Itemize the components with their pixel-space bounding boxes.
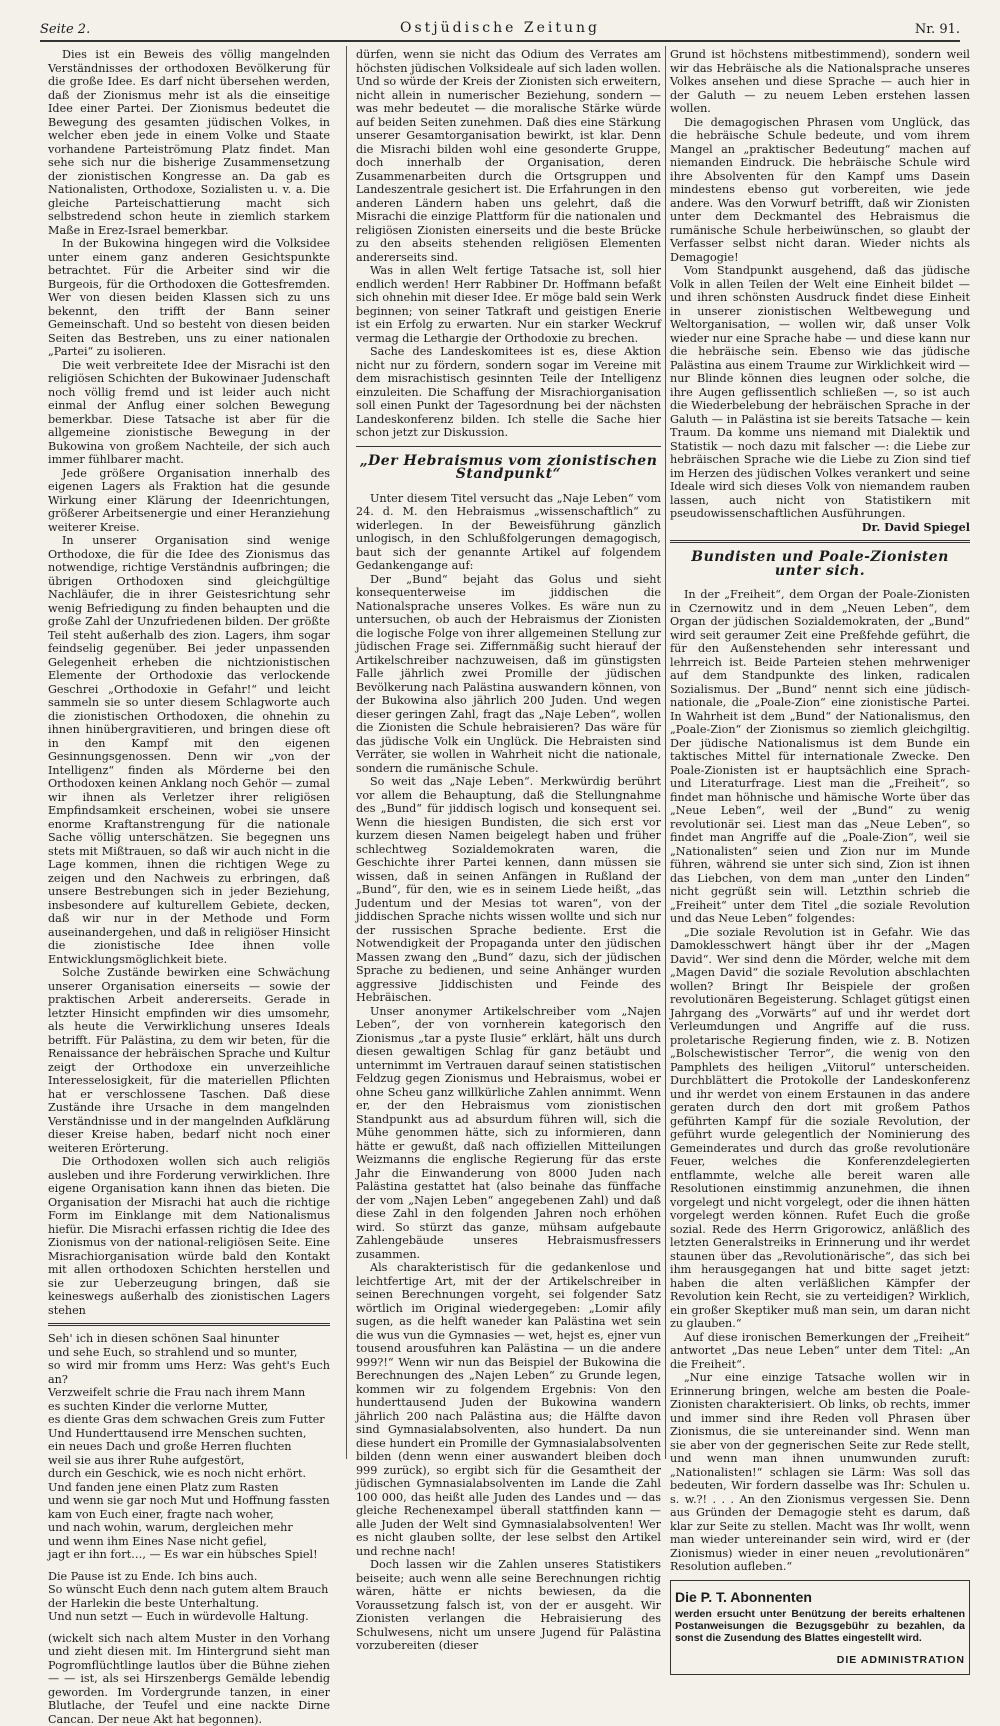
poem-line: es suchten Kinder die verlorne Mutter, [48, 1400, 330, 1414]
poem-line: Und Hunderttausend irre Menschen suchten, [48, 1427, 330, 1441]
page-header [40, 20, 960, 40]
column-divider [346, 46, 347, 1459]
stage-note: (wickelt sich nach altem Muster in den Vorhang und zieht diesen mit. Im Hintergrund sieht man Pogromflüchtlinge lautlos über die Bühne ziehen — — ist, als sei Hirszenbergs Gemälde lebendig geworden. Im Vordergrunde tanzen, in einer Blutlache, der Teufel und eine nackte Dirne Cancan. Der neue Akt hat begonnen). [48, 1632, 330, 1726]
poem-line [48, 1562, 330, 1570]
paragraph: „Die soziale Revolution ist in Gefahr. Wie das Damoklesschwert hängt über ihr der „Magen David“. Wer sind denn die Mörder, welche mit dem „Magen David“ die soziale Revolution abschlachten wollen? Bringt Ihr Beispiele der großen revolutionären Begeisterung. Schlaget gütigst einen Jahrgang des „Vorwärts“ auf und ihr werdet dort Verleumdungen und Angriffe auf die russ. proletarische Regierung finden, wie z. B. Notizen „Bolschewistischer Terror“, die wenig von den Pamphlets des heiligen „Viitorul“ unterscheiden. Durchblättert die Protokolle der Landeskonferenz und ihr werdet von einem Erstaunen in das andere geraten durch den dort mit großem Pathos geführten Kampf für die soziale Revolution, der geführt wurde gelegentlich der Nominierung des Gemeinderates und durch das große revolutionäre Feuer, welches die Konferenzdelegierten entflammte, welche alle bereit waren alle Resolutionen einstimmig anzunehmen, die ihnen vorgelegt und nicht vorgelegt, oder die ihnen hätten vorgelegt werden können. Rufet Euch die große sozial. Rede des Herrn Grigorowicz, anläßlich des letzten Generalstreiks in Erinnerung und ihr werdet staunen über das „Revolutionärische“, das sich bei ihm herausgegangen hat und bitte saget jetzt: haben die alten verläßlichen Kämpfer der Revolution kein Recht, sie zu verteidigen? Wirklich, ein großer Skeptiker muß man sein, um daran nicht zu glauben.“ [670, 926, 970, 1331]
column-divider [665, 46, 666, 1459]
paragraph: Die Orthodoxen wollen sich auch religiös ausleben und ihre Forderung verwirklichen. Ihre eigene Organisation kann ihnen das bieten. Die Organisation der Misrachi hat auch die richtige Form im Einklange mit dem Nationalismus hiefür. Die Misrachi erfassen richtig die Idee des Zionismus von der national-religiösen Seite. Eine Misrachiorganisation würde bald den Kontakt mit allen orthodoxen Schichten herstellen und sie zur Ueberzeugung bringen, daß sie keineswegs außerhalb des zionistischen Lagers stehen [48, 1155, 330, 1317]
poem-line: der Harlekin die beste Unterhaltung. [48, 1597, 330, 1611]
paragraph: Auf diese ironischen Bemerkungen der „Freiheit“ antwortet „Das neue Leben“ unter dem Titel: „An die Freiheit“. [670, 1331, 970, 1372]
poem-line: So wünscht Euch denn nach gutem altem Brauch [48, 1583, 330, 1597]
notice-body: werden ersucht unter Benützung der bereits erhaltenen Postanweisungen die Bezugsgebühr zu bezahlen, da sonst die Zusendung des Blattes eingestellt wird. [675, 1608, 965, 1644]
poem-line: und wenn ihm Eines Nase nicht gefiel, [48, 1535, 330, 1549]
article-heading: Bundisten und Poale-Zionisten unter sich. [670, 551, 970, 578]
poem-line: so wird mir fromm ums Herz: Was geht's Euch an? [48, 1359, 330, 1386]
poem-line: und nach wohin, warum, dergleichen mehr [48, 1521, 330, 1535]
paragraph: In unserer Organisation sind wenige Orthodoxe, die für die Idee des Zionismus das notwendige, richtige Verständnis aufbringen; die übrigen Orthodoxen sind gleichgültige Nachläufer, die in ihrer Geistesrichtung sehr wenig Befriedigung zu finden behaupten und die große Zahl der Unzufriedenen bilden. Der größte Teil steht außerhalb des zion. Lagers, ihm sogar feindselig gegenüber. Bei jeder unpassenden Gelegenheit erheben die nichtzionistischen Elemente der Orthodoxie das verlockende Geschrei „Orthodoxie in Gefahr!“ und leicht sammeln sie so unter diesem Schlagworte auch die zionistischen Orthodoxen, die ohnehin zu ihnen hinübergravitieren, und bringen diese oft in den Kampf mit den eigenen Gesinnungsgenossen. Denn wir „von der Intelligenz“ finden als Mörderne bei den Orthodoxen keinen Anklang noch Gehör — zumal wir ihnen als Verletzer ihrer religiösen Empfindsamkeit erscheinen, wobei sie unsere enorme Kraftanstrengung für die nationale Sache völlig unterschätzen. Sie begegnen uns stets mit Mißtrauen, so daß wir auch nicht in die Lage kommen, ihnen die richtigen Wege zu zeigen und den Nachweis zu erbringen, daß unsere Bestrebungen sich in jeder Beziehung, insbesondere auf kulturellem Gebiete, decken, daß wir nur in der Methode und Form auseinandergehen, und daß in religiöser Hinsicht die zionistische Idee ihnen volle Entwicklungsmöglichkeit biete. [48, 534, 330, 966]
poem-line: jagt er ihn fort…, — Es war ein hübsches Spiel! [48, 1548, 330, 1562]
paragraph: Grund ist höchstens mitbestimmend), sondern weil wir das Hebräische als die Nationalsprache unseres Volkes ansehen und diese Sprache — auch hier in der Galuth — zu neuem Leben erstehen lassen wollen. [670, 48, 970, 116]
poem-line: und sehe Euch, so strahlend und so munter, [48, 1346, 330, 1360]
paragraph: In der Bukowina hingegen wird die Volksidee unter einem ganz anderen Gesichtspunkte betrachtet. Für die Arbeiter sind wir die Burgeois, für die Orthodoxen die Gottesfremden. Wer von diesen beiden Klassen sich zu uns bekennt, den trifft der Bann seiner Gemeinschaft. Und so besteht von diesen beiden Seiten das Bestreben, uns zu einer nationalen „Partei“ zu isolieren. [48, 237, 330, 359]
paragraph: Doch lassen wir die Zahlen unseres Statistikers beiseite; auch wenn alle seine Berechnungen richtig wären, hätte er nichts bewiesen, da die Voraussetzung falsch ist, von der er ausgeht. Wir Zionisten verlangen die Hebraisierung des Schulwesens, nicht um unsere Jugend für Palästina vorzubereiten (dieser [356, 1558, 661, 1653]
section-rule [48, 1323, 330, 1326]
poem-line: weil sie aus ihrer Ruhe aufgestört, [48, 1454, 330, 1468]
paragraph: Jede größere Organisation innerhalb des eigenen Lagers als Fraktion hat die gesunde Wirkung einer Klärung der Ideenrichtungen, größerer Arbeitsenergie und einer Heranziehung weiterer Kreise. [48, 467, 330, 535]
header-rule [40, 40, 960, 42]
paragraph: Sache des Landeskomitees ist es, diese Aktion nicht nur zu fördern, sondern sogar im Vereine mit dem misrachistisch gesinnten Teile der Intelligenz einzuleiten. Die Schaffung der Misrachiorganisation soll einen Punkt der Tagesordnung bei der nächsten Landeskonferenz bilden. Ich stelle die Sache hier schon jetzt zur Diskussion. [356, 345, 661, 440]
paragraph: Was in allen Welt fertige Tatsache ist, soll hier endlich werden! Herr Rabbiner Dr. Hoffmann befaßt sich ohnehin mit dieser Idee. Er möge bald sein Werk beginnen; von seiner Tatkraft und geistigen Enerie ist ein Erfolg zu erwarten. Nur ein starker Weckruf vermag die Lethargie der Orthodoxie zu brechen. [356, 264, 661, 345]
poem-line: Und nun setzt — Euch in würdevolle Haltung. [48, 1610, 330, 1624]
notice-title: Die P. T. Abonnenten [675, 1591, 965, 1605]
poem-line: Seh' ich in diesen schönen Saal hinunter [48, 1332, 330, 1346]
paragraph: Unter diesem Titel versucht das „Naje Leben“ vom 24. d. M. den Hebraismus „wissenschaftlich“ zu widerlegen. In der Beweisführung gänzlich unlogisch, in den Schlußfolgerungen demagogisch, baut sich der genannte Artikel auf folgendem Gedankengange auf: [356, 492, 661, 573]
poem-line: ein neues Dach und große Herren fluchten [48, 1440, 330, 1454]
paragraph: So weit das „Naje Leben“. Merkwürdig berührt vor allem die Behauptung, daß die Stellungnahme des „Bund“ für jiddisch logisch und konsequent sei. Wenn die hiesigen Bundisten, die sich erst vor kurzem diesen Namen beigelegt haben und früher schlechtweg Sozialdemokraten waren, die Geschichte ihrer Partei kennen, dann müssen sie wissen, daß in seinen Anfängen in Rußland der „Bund“, für den, wie es in seinem Liede heißt, „das Judentum und der Mesias tot waren“, von der jiddischen Sprache nichts wissen wollte und sich nur der russischen Sprache bediente. Erst die Notwendigkeit der Propaganda unter den jüdischen Massen zwang den „Bund“ dazu, sich der jüdischen Sprache zu bedienen, und seine Anhänger wurden aggressive Jiddischisten und Feinde des Hebräischen. [356, 775, 661, 1005]
paragraph: „Nur eine einzige Tatsache wollen wir in Erinnerung bringen, welche am besten die Poale-Zionisten charakterisiert. Ob links, ob rechts, immer und immer sind ihre Reden voll Phrasen über Zionismus, die sie untereinander sind. Wenn man sie aber von der gegnerischen Seite zur Rede stellt, und wenn man ihnen unumwunden zuruft: „Nationalisten!“ schlagen sie Lärm: Was soll das bedeuten, Wir fordern dasselbe was Ihr: Schulen u. s. w.?! . . . An den Zionismus vergessen Sie. Denn aus Gründen der Demagogie steht es darum, daß klar zur Seite zu stellen. Macht was Ihr wollt, wenn man wieder untereinander sein wird, wird er (der Zionismus) wieder in einer neuen „revolutionären“ Resolution aufleben.“ [670, 1371, 970, 1574]
column-1 [48, 48, 330, 1462]
article-heading: „Der Hebraismus vom zionistischen Standpunkt“ [356, 455, 661, 482]
paragraph: Als charakteristisch für die gedankenlose und leichtfertige Art, mit der der Artikelschreiber in seinen Berechnungen vorgeht, sei folgender Satz wörtlich im Original wiedergegeben: „Lomir afily sugen, as die helft waneder kan Palästina wet sein die wus vun die Gymnasies — wet, hejst es, ejner vun tousend arousfuhren kan Palästina — un die andere 999?!“ Wenn wir nun das Beispiel der Bukowina die Berechnungen des „Najen Leben“ zu Grunde legen, kommen wir zu folgendem Ergebnis: Von den hunderttausend Juden der Bukowina wandern jährlich 200 nach Palästina aus; die Hälfte davon sind Gymnasialabsolventen, also hundert. Da nun diese hundert ein Promille der Gymnasialabsolventen bilden (denn wenn einer auswandert bleiben doch 999 zurück), so ergibt sich für die Gesamtheit der jüdischen Gymnasialabsolventen im Lande die Zahl 100 000, das heißt alle Juden des Landes und — das gleiche Rechenexampel überall stattfinden kann — alle Juden der Welt sind Gymnasialabsolventen! Wer es nicht glauben sollte, der lese selbst den Artikel und rechne nach! [356, 1261, 661, 1558]
issue-number: Nr. 91. [915, 22, 960, 37]
newspaper-title: Ostjüdische Zeitung [40, 20, 960, 36]
paragraph: Die demagogischen Phrasen vom Unglück, das die hebräische Schule bedeute, und vom ihrem Mangel an „praktischer Bedeutung“ machen auf niemanden Eindruck. Die hebräische Schule wird ihre Absolventen für den Kampf ums Dasein mindestens ebenso gut vorbereiten, wie jede andere. Was den Vorwurf betrifft, daß wir Zionisten unter dem Deckmantel des Hebraismus die rumänische Schule herbeiwünschen, so glaubt der Verfasser selbst nicht daran. Wieder nichts als Demagogie! [670, 116, 970, 265]
section-rule [670, 540, 970, 543]
paragraph: dürfen, wenn sie nicht das Odium des Verrates am höchsten jüdischen Volksideale auf sich laden wollen. Und so würde der Kreis der Zionisten sich erweitern, nicht allein in numerischer Beziehung, sondern — was mehr bedeutet — die moralische Stärke würde auf beiden Seiten zunehmen. Daß dies eine Stärkung unserer Gesamtorganisation bewirkt, ist klar. Denn die Misrachi bilden wohl eine gesonderte Gruppe, doch innerhalb der Organisation, deren Zusammenarbeiten durch die Ortsgruppen und Landeszentrale gesichert ist. Die Erfahrungen in den anderen Ländern haben uns gelehrt, daß die Misrachi die einzige Plattform für die nationalen und religiösen Zionisten einerseits und die beste Brücke zu den abseits stehenden religiösen Elementen andererseits sind. [356, 48, 661, 264]
poem [48, 1332, 330, 1624]
notice-signature: DIE ADMINISTRATION [675, 1654, 965, 1668]
poem-line: Und fanden jene einen Platz zum Rasten [48, 1481, 330, 1495]
paragraph: Dies ist ein Beweis des völlig mangelnden Verständnisses der orthodoxen Bevölkerung für die große Idee. Es darf nicht übersehen werden, daß der Zionismus mehr ist als die einseitige Idee einer Partei. Der Zionismus bedeutet die Bewegung des gesamten jüdischen Volkes, in welcher eben jede in einem Volke und Staate vorhandene Parteiströmung Platz findet. Man sehe sich nur die bisherige Zusammensetzung der zionistischen Kongresse an. Da gab es Nationalisten, Orthodoxe, Sozialisten u. v. a. Die gleiche Parteischattierung macht sich selbstredend schon heute in ziemlich starkem Maße in Erez-Israel bemerkbar. [48, 48, 330, 237]
paragraph: Solche Zustände bewirken eine Schwächung unserer Organisation einerseits — sowie der praktischen Arbeit andererseits. Gerade in letzter Hinsicht empfinden wir dies umsomehr, als heute die Verwirklichung unseres Ideals betrifft. Für Palästina, zu dem wir beten, für die Renaissance der hebräischen Sprache und Kultur zeigt der Orthodoxe ein unverzeihliche Interesselosigkeit, für die materiellen Pflichten hat er verschlossene Taschen. Daß diese Zustände ihre Ursache in dem mangelnden Verständnisse und in der mangelnden Aufklärung dieser Kreise haben, bedarf nicht noch einer weiteren Erörterung. [48, 966, 330, 1155]
subscriber-notice [670, 1580, 970, 1675]
poem-line: durch ein Geschick, wie es noch nicht erhört. [48, 1467, 330, 1481]
section-rule [356, 446, 661, 447]
poem-line: und wenn sie gar noch Mut und Hoffnung fassten [48, 1494, 330, 1508]
paragraph: In der „Freiheit“, dem Organ der Poale-Zionisten in Czernowitz und in dem „Neuen Leben“, dem Organ der jüdischen Sozialdemokraten, der „Bund“ wird seit geraumer Zeit eine Preßfehde geführt, die für den Außenstehenden sehr interessant und lehrreich ist. Beide Parteien stehen mehrweniger auf dem Standpunkte des linken, radicalen Sozialismus. Der „Bund“ nennt sich eine jüdisch-nationale, die „Poale-Zion“ eine zionistische Partei. In Wahrheit ist dem „Bund“ der Nationalismus, den „Poale-Zion“ der Zionismus so ziemlich gleichgiltig. Der jüdische Nationalismus ist dem Bunde ein taktisches Mittel für internationale Zwecke. Den Poale-Zionisten ist er hauptsächlich eine Sprach- und Literaturfrage. Liest man die „Freiheit“, so findet man höhnische und hämische Worte über das „Neue Leben“, weil der „Bund“ zu wenig revolutionär sei. Liest man das „Neue Leben“, so findet man Angriffe auf die „Poale-Zion“, weil sie „Nationalisten“ seien und Zion nur im Munde führen, während sie unter sich sind, Zion ist ihnen das Liebchen, von dem man „unter den Linden“ nicht gegrüßt sein will. Letzthin schrieb die „Freiheit“ unter dem Titel „die soziale Revolution und das Neue Leben“ folgendes: [670, 588, 970, 926]
paragraph: Vom Standpunkt ausgehend, daß das jüdische Volk in allen Teilen der Welt eine Einheit bildet — und ihren schönsten Ausdruck findet diese Einheit in unserer zionistischen Weltbewegung und Weltorganisation, — wollen wir, daß unser Volk wieder nur eine Sprache habe — und diese kann nur die hebräische sein. Ebenso wie das jüdische Palästina aus einem Traume zur Wirklichkeit wird — nur Blinde können dies leugnen oder solche, die ihre Augen geflissentlich schließen —, so ist auch die Wiederbelebung der hebräischen Sprache in der Galuth — in Palästina ist sie bereits Tatsache — kein Traum. Da komme uns niemand mit Dialektik und Statistik — noch dazu mit falscher —: die Liebe zur hebräischen Sprache wie die Liebe zu Zion sind tief im Herzen des jüdischen Volkes verankert und seine Ideale wird sich dieses Volk von niemandem rauben lassen, auch nicht von Statistikern mit pseudowissenschaftlichen Ausführungen. [670, 264, 970, 521]
paragraph: Unser anonymer Artikelschreiber vom „Najen Leben“, der von vornherein kategorisch den Zionismus „tar a pyste Ilusie“ erklärt, hält uns durch diesen gewaltigen Schlag für ganz betäubt und unternimmt im Vertrauen darauf seinen statistischen Feldzug gegen Zionismus und Hebraismus, wobei er ohne Scheu ganz willkürliche Zahlen annimmt. Wenn er, der den Hebraismus vom zionistischen Standpunkt aus ad absurdum führen will, sich die Mühe genommen hätte, sich zu informieren, dann hätte er gewußt, daß nach offiziellen Mitteilungen Weizmanns die englische Regierung für das erste Jahr die Einwanderung von 8000 Juden nach Palästina gestattet hat (also beinahe das fünffache der vom „Najen Leben“ angegebenen Zahl) und daß diese Zahl in den folgenden Jahren noch erhöhen wird. So stürzt das ganze, mühsam aufgebaute Zahlengebäude unseres Hebraismusfressers zusammen. [356, 1005, 661, 1262]
poem-line: kam von Euch einer, fragte nach woher, [48, 1508, 330, 1522]
page-number: Seite 2. [40, 22, 90, 37]
column-3 [670, 48, 970, 1462]
paragraph: Der „Bund“ bejaht das Golus und sieht konsequenterweise im jiddischen die Nationalsprache unseres Volkes. Es wäre nun zu untersuchen, ob auch der Hebraismus der Zionisten die logische Folge von ihrer allgemeinen Stellung zur jüdischen Frage sei. Ziffernmäßig sucht hierauf der Artikelschreiber nachzuweisen, daß im günstigsten Falle jährlich zwei Promille der jüdischen Bevölkerung nach Palästina auswandern können, von der Bukowina also jährlich 200 Juden. Und wegen dieser geringen Zahl, fragt das „Naje Leben“, wollen die Zionisten die Schule hebraisieren? Das wäre für das jüdische Volk ein Unglück. Die Hebraisten sind Verräter, sie wollen in Wahrheit nicht die nationale, sondern die rumänische Schule. [356, 573, 661, 776]
column-2 [356, 48, 661, 1462]
poem-line: Die Pause ist zu Ende. Ich bins auch. [48, 1570, 330, 1584]
poem-line: es diente Gras dem schwachen Greis zum Futter [48, 1413, 330, 1427]
paragraph: Die weit verbreitete Idee der Misrachi ist den religiösen Schichten der Bukowinaer Judenschaft noch völlig fremd und ist leider auch nicht einmal der Anflug einer solchen Bewegung bemerkbar. Diese Tatsache ist aber für die allgemeine zionistische Bewegung in der Bukowina von großem Nachteile, der sich auch immer fühlbarer macht. [48, 359, 330, 467]
poem-line: Verzweifelt schrie die Frau nach ihrem Mann [48, 1386, 330, 1400]
author-signature: Dr. David Spiegel [670, 521, 970, 535]
